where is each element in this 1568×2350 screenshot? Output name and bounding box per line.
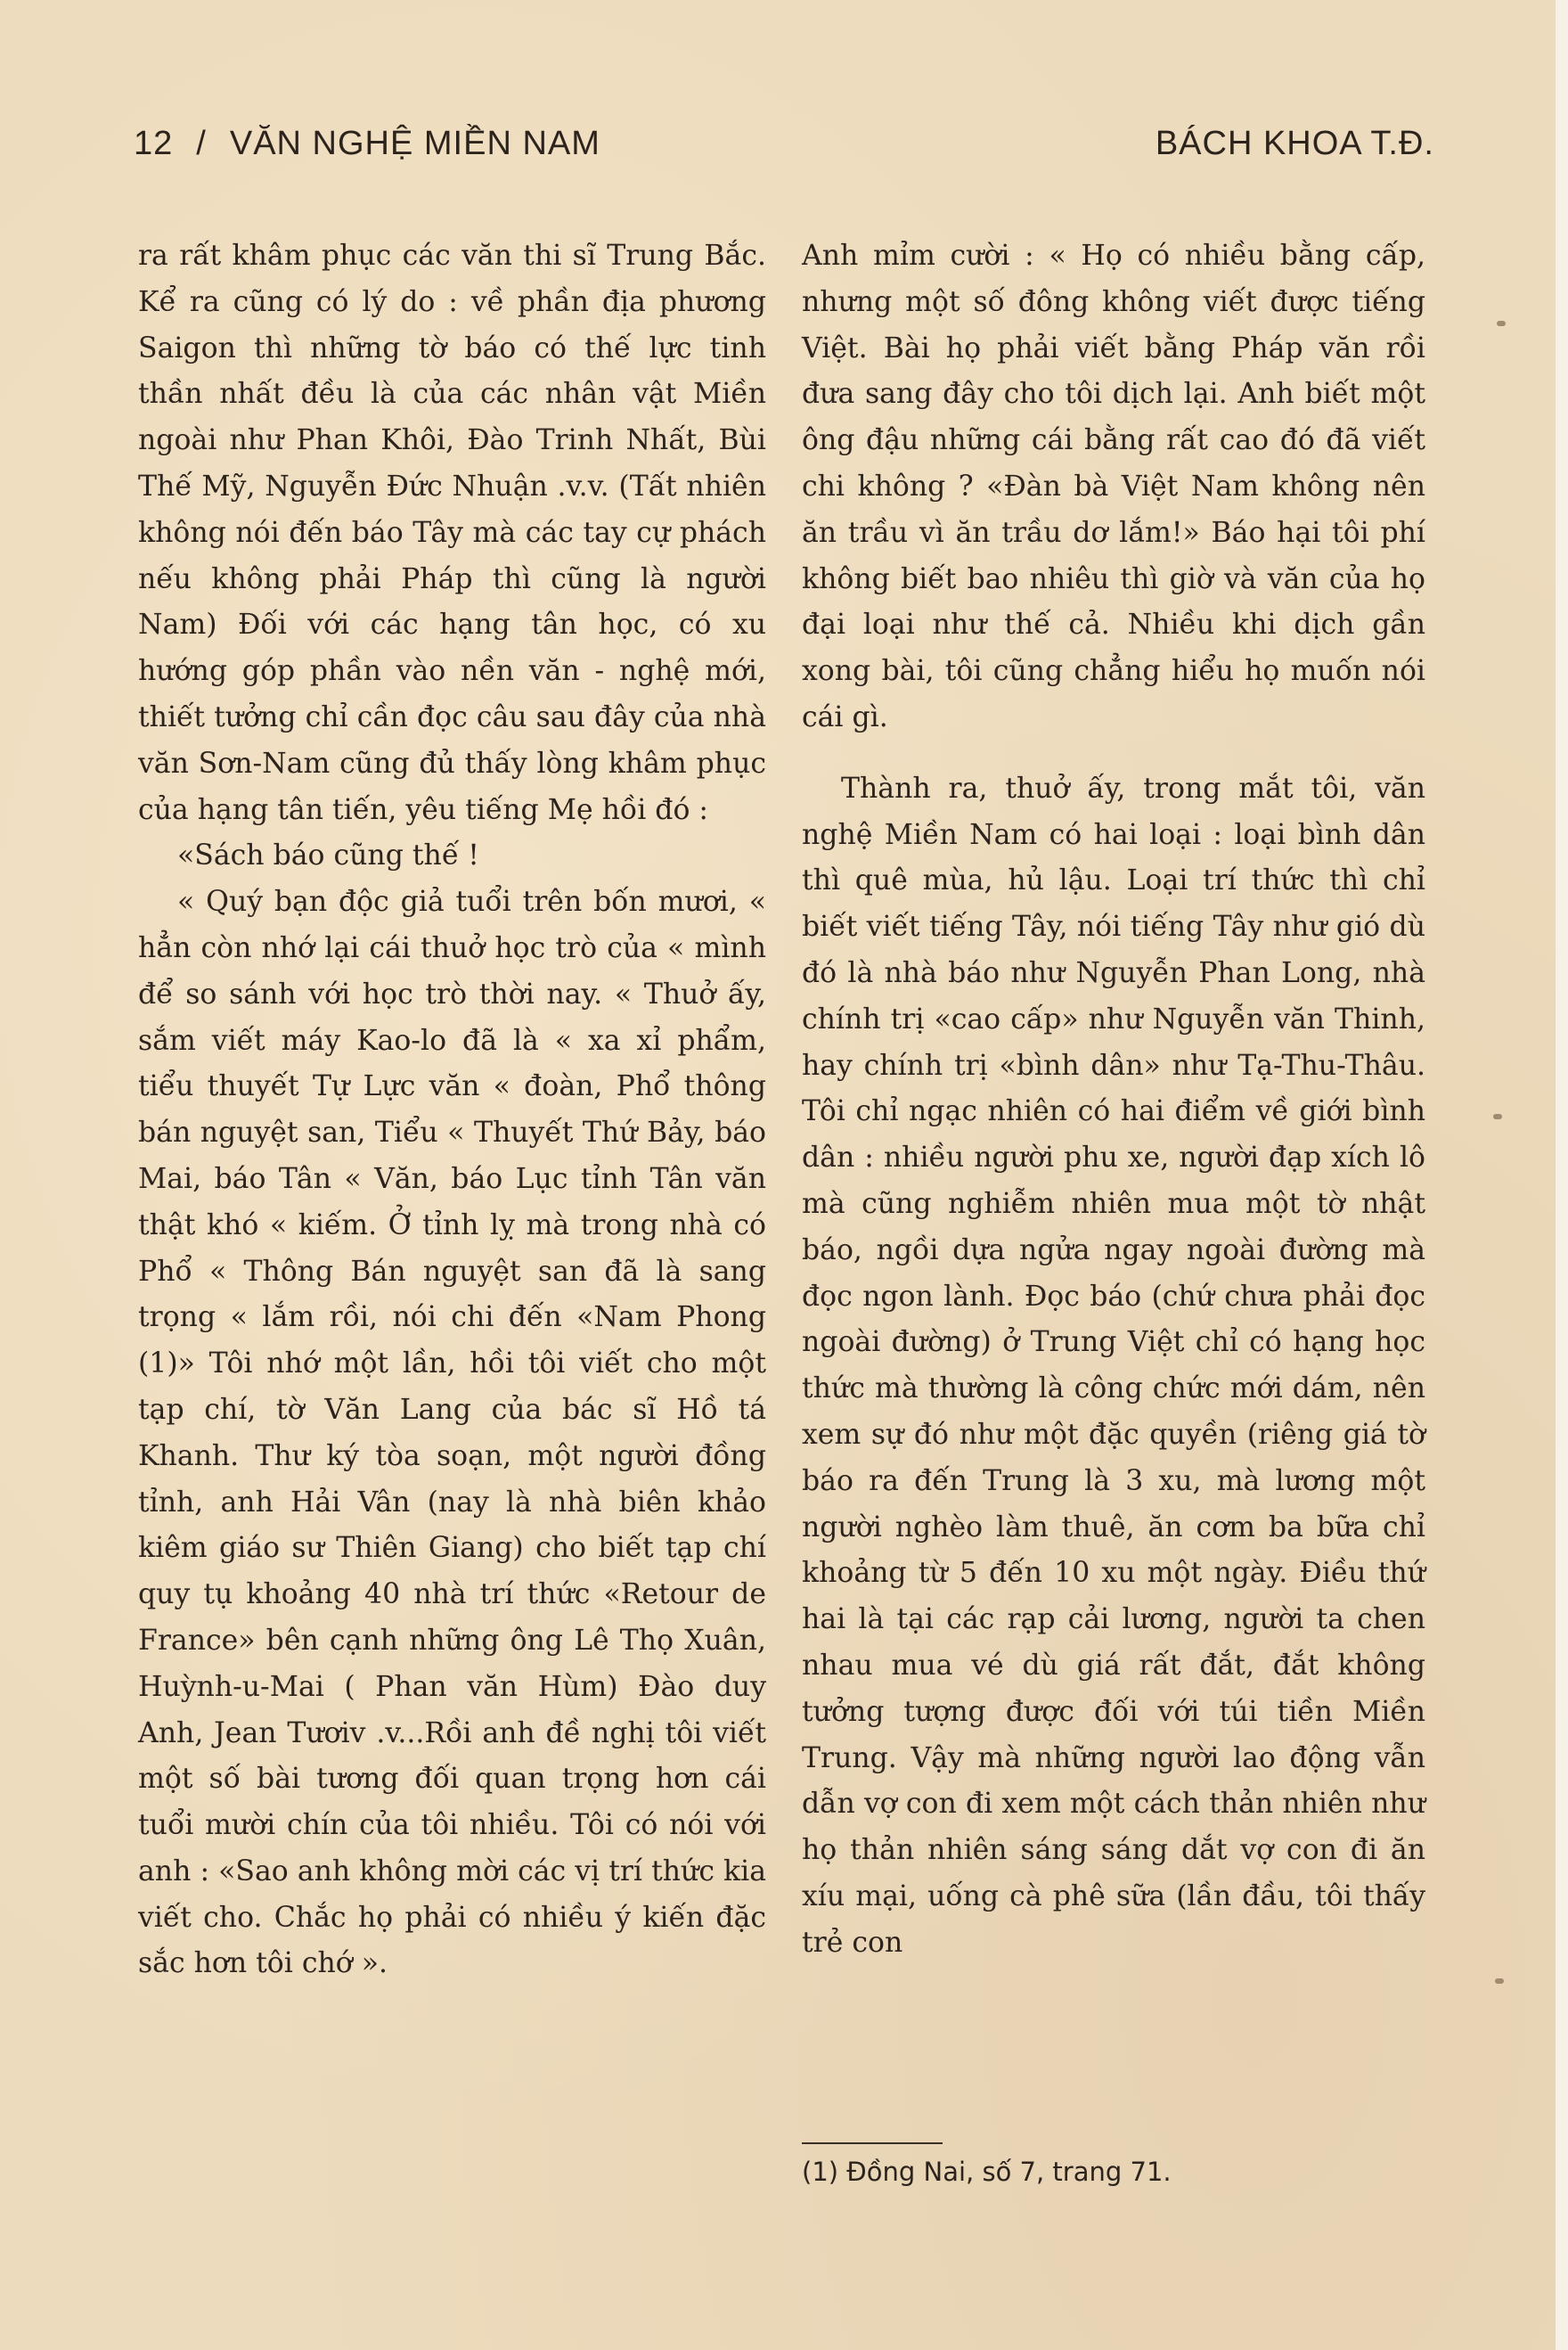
paper-speck <box>1493 1114 1502 1119</box>
page-number: 12 <box>134 125 174 162</box>
paper-speck <box>1495 1978 1504 1984</box>
paper-speck <box>1497 321 1506 326</box>
paragraph: ra rất khâm phục các văn thi sĩ Trung Bắc. Kể ra cũng có lý do : về phần địa phương Saigon thì những tờ báo có thế lực tinh thần nhất đều là của các nhân vật Miền ngoài như Phan Khôi, Đào Trinh Nhất, Bùi Thế Mỹ, Nguyễn Đức Nhuận .v.v. (Tất nhiên không nói đến báo Tây mà các tay cự phách nếu không phải Pháp thì cũng là người Nam) Đối với các hạng tân học, có xu hướng góp phần vào nền văn - nghệ mới, thiết tưởng chỉ cần đọc câu sau đây của nhà văn Sơn-Nam cũng đủ thấy lòng khâm phục của hạng tân tiến, yêu tiếng Mẹ hồi đó : <box>138 240 766 826</box>
quote-opening: «Sách báo cũng thế ! <box>177 839 479 872</box>
publication-title: BÁCH KHOA T.Đ. <box>1155 125 1434 162</box>
footnote: (1) Đồng Nai, số 7, trang 71. <box>802 2157 1172 2187</box>
running-header <box>134 125 1434 178</box>
header-left <box>134 125 624 163</box>
left-column <box>138 233 766 1987</box>
page-edge <box>1556 0 1568 2350</box>
header-separator: / <box>196 125 207 162</box>
quote-paragraph: « Quý bạn độc giả tuổi trên bốn mươi, « hẳn còn nhớ lại cái thuở học trò của « mình để so sánh với học trò thời nay. « Thuở ấy, sắm viết máy Kao-lo đã là « xa xỉ phẩm, tiểu thuyết Tự Lực văn « đoàn, Phổ thông bán nguyệt san, Tiểu « Thuyết Thứ Bảy, báo Mai, báo Tân « Văn, báo Lục tỉnh Tân văn thật khó « kiếm. Ở tỉnh lỵ mà trong nhà có Phổ « Thông Bán nguyệt san đã là sang trọng « lắm rồi, nói chi đến «Nam Phong (1)» Tôi nhớ một lần, hồi tôi viết cho một tạp chí, tờ Văn Lang của bác sĩ Hồ tá Khanh. Thư ký tòa soạn, một người đồng tỉnh, anh Hải Vân (nay là nhà biên khảo kiêm giáo sư Thiên Giang) cho biết tạp chí quy tụ khoảng 40 nhà trí thức «Retour de France» bên cạnh những ông Lê Thọ Xuân, Huỳnh-u-Mai ( Phan văn Hùm) Đào duy Anh, Jean Tươiv .v...Rồi anh đề nghị tôi viết một số bài tương đối quan trọng hơn cái tuổi mười chín của tôi nhiều. Tôi có nói với anh : «Sao anh không mời các vị trí thức kia viết cho. Chắc họ phải có nhiều ý kiến đặc sắc hơn tôi chớ ». <box>138 886 766 1980</box>
paragraph: Anh mỉm cười : « Họ có nhiều bằng cấp, nhưng một số đông không viết được tiếng Việt. Bài họ phải viết bằng Pháp văn rồi đưa sang đây cho tôi dịch lại. Anh biết một ông đậu những cái bằng rất cao đó đã viết chi không ? «Đàn bà Việt Nam không nên ăn trầu vì ăn trầu dơ lắm!» Báo hại tôi phí không biết bao nhiêu thì giờ và văn của họ đại loại như thế cả. Nhiều khi dịch gần xong bài, tôi cũng chẳng hiểu họ muốn nói cái gì. <box>802 240 1425 733</box>
paragraph: Thành ra, thuở ấy, trong mắt tôi, văn nghệ Miền Nam có hai loại : loại bình dân thì quê mùa, hủ lậu. Loại trí thức thì chỉ biết viết tiếng Tây, nói tiếng Tây như gió dù đó là nhà báo như Nguyễn Phan Long, nhà chính trị «cao cấp» như Nguyễn văn Thinh, hay chính trị «bình dân» như Tạ-Thu-Thâu. Tôi chỉ ngạc nhiên có hai điểm về giới bình dân : nhiều người phu xe, người đạp xích lô mà cũng nghiễm nhiên mua một tờ nhật báo, ngồi dựa ngửa ngay ngoài đường mà đọc ngon lành. Đọc báo (chứ chưa phải đọc ngoài đường) ở Trung Việt chỉ có hạng học thức mà thường là công chức mới dám, nên xem sự đó như một đặc quyền (riêng giá tờ báo ra đến Trung là 3 xu, mà lương một người nghèo làm thuê, ăn cơm ba bữa chỉ khoảng từ 5 đến 10 xu một ngày. Điều thứ hai là tại các rạp cải lương, người ta chen nhau mua vé dù giá rất đắt, đắt không tưởng tượng được đối với túi tiền Miền Trung. Vậy mà những người lao động vẫn dẫn vợ con đi xem một cách thản nhiên như họ thản nhiên sáng sáng dắt vợ con đi ăn xíu mại, uống cà phê sữa (lần đầu, tôi thấy trẻ con <box>802 772 1425 1959</box>
right-column <box>802 233 1425 1966</box>
footnote-divider <box>802 2142 943 2144</box>
section-title: VĂN NGHỆ MIỀN NAM <box>229 125 600 162</box>
